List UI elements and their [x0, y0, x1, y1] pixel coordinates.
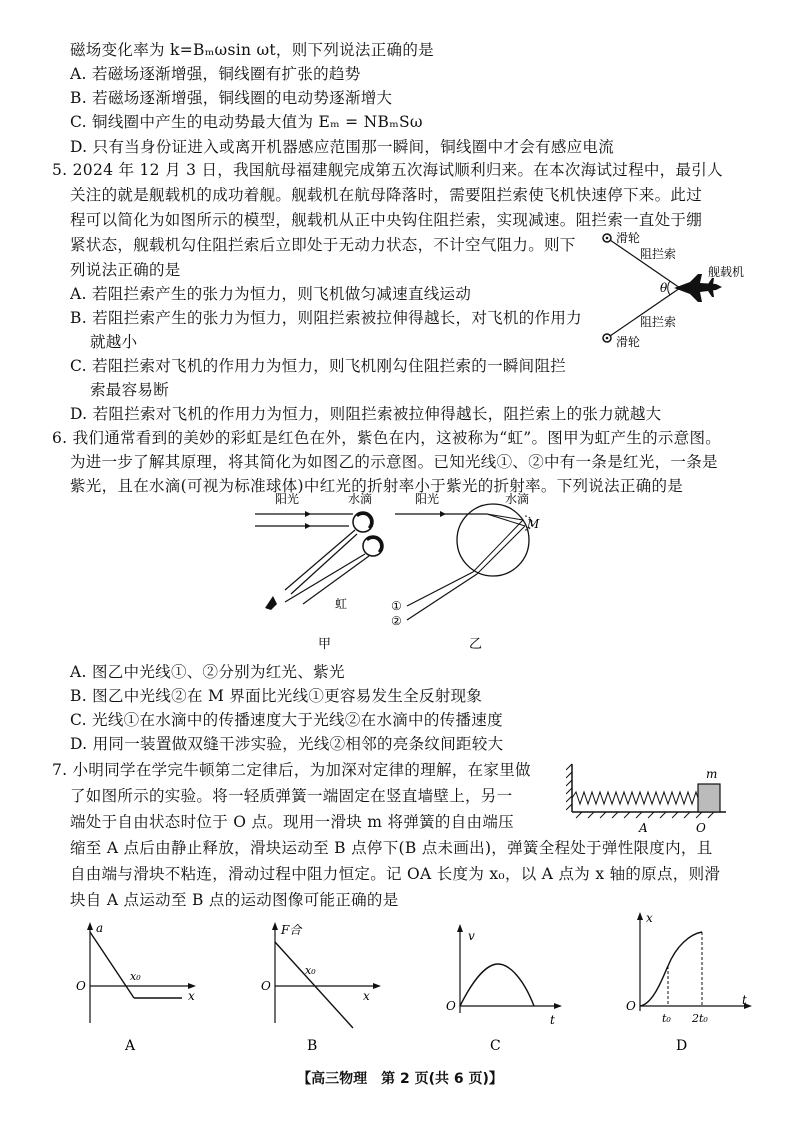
q6-option-b: B. 图乙中光线②在 M 界面比光线①更容易发生全反射现象 — [70, 687, 483, 705]
q7-stem-3: 端处于自由状态时位于 O 点。现用一滑块 m 将弹簧的自由端压 — [70, 813, 514, 831]
q5-stem-2: 关注的就是舰载机的成功着舰。舰载机在航母降落时，需要阻拦索使飞机快速停下来。此过 — [70, 186, 703, 204]
q7-stem-2: 了如图所示的实验。将一轻质弹簧一端固定在竖直墙壁上，另一 — [70, 787, 513, 805]
q5-stem-1: 5. 2024 年 12 月 3 日，我国航母福建舰完成第五次海试顺利归来。在本次海试过程中，最引人 — [52, 161, 723, 179]
svg-text:B: B — [307, 1038, 318, 1054]
graph-d — [620, 908, 760, 1058]
label-angle: θ — [660, 281, 668, 295]
q4-option-a: A. 若磁场逐渐增强，铜线圈有扩张的趋势 — [70, 65, 361, 83]
arresting-cable-figure — [598, 226, 758, 352]
q5-stem-4: 紧状态，舰载机勾住阻拦索后立即处于无动力状态，不计空气阻力。则下 — [70, 236, 576, 254]
svg-text:A: A — [125, 1038, 136, 1054]
svg-text:a: a — [96, 921, 104, 935]
q5-option-b-cont: 就越小 — [90, 333, 138, 351]
q5-option-a: A. 若阻拦索产生的张力为恒力，则飞机做匀减速直线运动 — [70, 285, 472, 303]
svg-text:F合: F合 — [281, 923, 302, 937]
sliding-block — [698, 784, 720, 812]
q7-stem-4: 缩至 A 点后由静止释放，滑块运动至 B 点停下(B 点未画出)，弹簧全程处于弹性限度内，且 — [70, 839, 713, 857]
q6-stem-1: 6. 我们通常看到的美妙的彩虹是红色在外，紫色在内，这被称为“虹”。图甲为虹产生的示意图。 — [52, 429, 722, 447]
svg-text:②: ② — [391, 614, 402, 628]
svg-text:阳光: 阳光 — [415, 492, 440, 506]
label-pulley-top: 滑轮 — [616, 231, 641, 245]
q6-option-c: C. 光线①在水滴中的传播速度大于光线②在水滴中的传播速度 — [70, 711, 503, 729]
q6-stem-2: 为进一步了解其原理，将其简化为如图乙的示意图。已知光线①、②中有一条是红光，一条是 — [70, 453, 718, 471]
label-cable-top: 阻拦索 — [640, 247, 677, 261]
svg-text:C: C — [490, 1038, 501, 1054]
svg-text:x₀: x₀ — [305, 964, 316, 977]
svg-text:乙: 乙 — [469, 637, 483, 652]
label-pulley-bottom: 滑轮 — [616, 335, 641, 349]
svg-text:O: O — [696, 821, 706, 835]
q5-option-c: C. 若阻拦索对飞机的作用力为恒力，则飞机刚勾住阻拦索的一瞬间阻拦 — [70, 357, 567, 375]
svg-text:阳光: 阳光 — [275, 492, 300, 506]
svg-text:虹: 虹 — [335, 597, 348, 611]
rainbow-figure-yi — [385, 490, 555, 655]
svg-text:t: t — [742, 993, 747, 1007]
graph-b — [255, 918, 385, 1058]
svg-text:M: M — [527, 517, 540, 531]
svg-text:m: m — [706, 767, 718, 781]
svg-text:O: O — [261, 979, 271, 993]
svg-text:x₀: x₀ — [130, 970, 141, 983]
svg-text:A: A — [639, 821, 648, 835]
spring-block-figure — [566, 760, 766, 838]
q4-option-d: D. 只有当身份证进入或离开机器感应范围那一瞬间，铜线圈中才会有感应电流 — [70, 138, 615, 156]
page-footer: 【高三物理 第 2 页(共 6 页)】 — [297, 1071, 503, 1087]
q4-option-b: B. 若磁场逐渐增强，铜线圈的电动势逐渐增大 — [70, 89, 393, 107]
svg-text:甲: 甲 — [318, 637, 332, 652]
q4-option-c: C. 铜线圈中产生的电动势最大值为 Eₘ = NBₘSω — [70, 113, 423, 131]
q5-option-d: D. 若阻拦索对飞机的作用力为恒力，则阻拦索被拉伸得越长，阻拦索上的张力就越大 — [70, 405, 662, 423]
graph-c — [440, 918, 570, 1058]
label-plane: 舰载机 — [708, 265, 745, 279]
q5-option-c-cont: 索最容易断 — [90, 381, 170, 399]
rainbow-figure-jia — [245, 490, 395, 655]
spring — [572, 792, 698, 804]
svg-text:2t₀: 2t₀ — [692, 1012, 708, 1025]
q6-option-d: D. 用同一装置做双缝干涉实验，光线②相邻的亮条纹间距较大 — [70, 735, 504, 753]
svg-text:O: O — [76, 979, 86, 993]
label-cable-bottom: 阻拦索 — [640, 315, 677, 329]
svg-text:水滴: 水滴 — [505, 492, 530, 506]
svg-text:t₀: t₀ — [662, 1012, 671, 1025]
svg-text:x: x — [363, 989, 370, 1003]
q5-stem-5: 列说法正确的是 — [70, 261, 181, 279]
q6-option-a: A. 图乙中光线①、②分别为红光、紫光 — [70, 663, 345, 681]
q6-stem-3: 紫光，且在水滴(可视为标准球体)中红光的折射率小于紫光的折射率。下列说法正确的是 — [70, 477, 684, 495]
q7-stem-6: 块自 A 点运动至 B 点的运动图像可能正确的是 — [70, 891, 399, 909]
svg-text:x: x — [188, 989, 195, 1003]
svg-text:D: D — [676, 1038, 688, 1054]
svg-text:t: t — [550, 1013, 555, 1027]
svg-text:x: x — [646, 911, 653, 925]
svg-text:O: O — [626, 999, 636, 1013]
q4-stem-tail: 磁场变化率为 k=Bₘωsin ωt，则下列说法正确的是 — [70, 41, 434, 59]
q5-option-b: B. 若阻拦索产生的张力为恒力，则阻拦索被拉伸得越长，对飞机的作用力 — [70, 309, 582, 327]
svg-text:水滴: 水滴 — [348, 492, 373, 506]
q7-stem-1: 7. 小明同学在学完牛顿第二定律后，为加深对定律的理解，在家里做 — [52, 761, 531, 779]
q5-stem-3: 程可以简化为如图所示的模型，舰载机从正中央钩住阻拦索，实现减速。阻拦索一直处于绷 — [70, 211, 703, 229]
svg-text:①: ① — [391, 599, 402, 613]
q7-stem-5: 自由端与滑块不粘连，滑动过程中阻力恒定。记 OA 长度为 x₀，以 A 点为 x 轴的原点，则滑 — [70, 865, 721, 883]
svg-text:O: O — [446, 999, 456, 1013]
svg-text:v: v — [468, 929, 475, 943]
graph-a — [70, 918, 200, 1058]
